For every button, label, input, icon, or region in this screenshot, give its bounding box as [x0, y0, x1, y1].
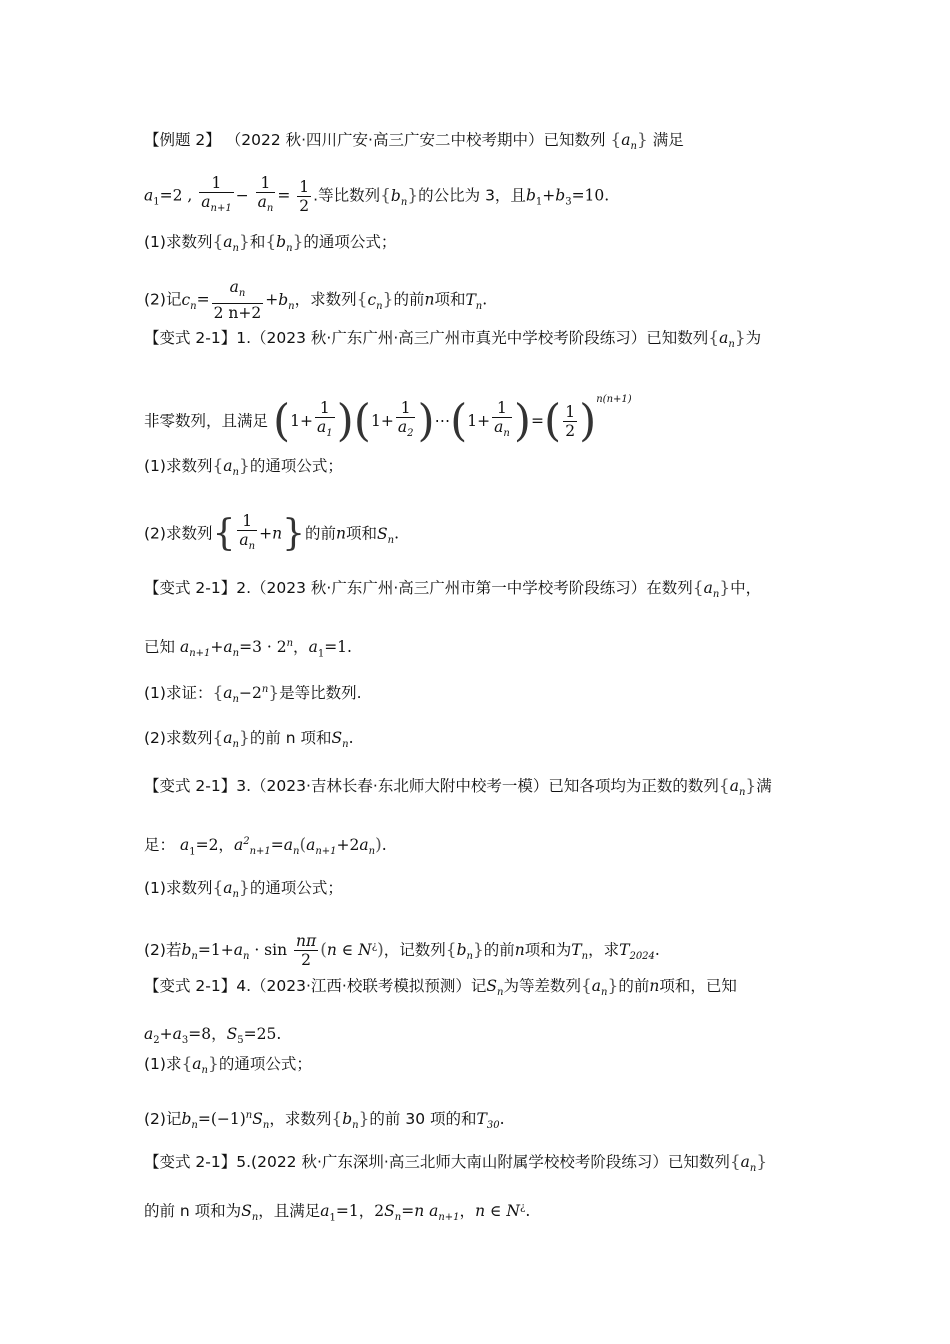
variant-4-label: 【变式 2-1】4. [144, 977, 252, 995]
variant-3-condition: 足： $a_1=2$，$a^2_{n+1}=a_n(a_{n+1}+2a_n)$. [144, 835, 387, 858]
variant-1-label: 【变式 2-1】1. [144, 329, 252, 347]
variant-5-title-line: 【变式 2-1】5.(2022 秋·广东深圳·高三北师大南山附属学校校考阶段练习）已知数列$\{a_n\}$ [144, 1152, 768, 1175]
example-condition: $a_1=2$ , $\frac{1}{a_{n+1}}$ − $\frac{1}{a_n}$ = $\frac{1}{2}$ .等比数列$\{b_n\}$的公比为 3，且$b_1+b_3=10$. [144, 174, 610, 215]
example-source: （2022 秋·四川广安·高三广安二中校考期中）已知数列 [225, 131, 606, 149]
variant-4-question-1: (1)求$\{a_n\}$的通项公式； [144, 1054, 312, 1077]
example-question-1: (1)求数列$\{a_n\}$和$\{b_n\}$的通项公式； [144, 232, 397, 255]
variant-3-question-2: (2)若$b_n=1+a_n \cdot \sin$ $\frac{n\pi}{2}$ (n ∈ N¿)，记数列$\{b_n\}$的前n项和为$T_n$，求$T_{2024}$. [144, 932, 660, 969]
example-question-2: (2)记$c_n=$ $\frac{a_n}{2 n+2}$ $+b_n$，求数列$\{c_n\}$的前n项和$T_n$. [144, 278, 488, 323]
variant-4-question-2: (2)记$b_n=(-1)^nS_n$，求数列$\{b_n\}$的前 30 项的和$T_{30}$. [144, 1109, 505, 1132]
example-label: 【例题 2】 [144, 131, 221, 149]
variant-2-question-2: (2)求数列$\{a_n\}$的前 n 项和$S_n$. [144, 728, 354, 751]
variant-3-title-line: 【变式 2-1】3.（2023·吉林长春·东北师大附中校考一模）已知各项均为正数的数列$\{a_n\}$满 [144, 776, 772, 799]
variant-1-condition: 非零数列，且满足 (1+ $\frac{1}{a_1}$ )(1+ $\frac{1}{a_2}$ )⋯(1+ $\frac{1}{a_n}$ )=( $\frac{1}{2}$ )$^{n(n+1)}$ [144, 394, 632, 447]
variant-2-question-1: (1)求证：$\{a_n-2^n\}$是等比数列. [144, 683, 362, 706]
variant-5-condition: 的前 n 项和为$S_n$，且满足$a_1=1$，$2S_n=n$ $a_{n+1}$，n ∈ N¿. [144, 1202, 531, 1224]
variant-5-label: 【变式 2-1】5. [144, 1153, 252, 1171]
variant-2-label: 【变式 2-1】2. [144, 579, 252, 597]
variant-3-question-1: (1)求数列$\{a_n\}$的通项公式； [144, 878, 343, 901]
variant-2-title-line: 【变式 2-1】2.（2023 秋·广东广州·高三广州市第一中学校考阶段练习）在数列$\{a_n\}$中， [144, 578, 762, 601]
example-source-tail: 满足 [652, 131, 684, 149]
variant-1-title-line: 【变式 2-1】1.（2023 秋·广东广州·高三广州市真光中学校考阶段练习）已知数列$\{a_n\}$为 [144, 328, 762, 351]
variant-4-condition: $a_2+a_3=8$，$S_5=25$. [144, 1025, 282, 1047]
variant-1-question-2: (2)求数列{ $\frac{1}{a_n}$ +n}的前n项和$S_n$. [144, 512, 399, 555]
variant-2-condition: 已知 $a_{n+1}+a_n=3 \cdot 2^n$，$a_1=1$. [144, 638, 352, 660]
example-title-line: 【例题 2】 （2022 秋·四川广安·高三广安二中校考期中）已知数列 $\{a_n\}$ 满足 [144, 130, 684, 153]
variant-3-label: 【变式 2-1】3. [144, 777, 252, 795]
variant-1-question-1: (1)求数列$\{a_n\}$的通项公式； [144, 456, 343, 479]
variant-4-title-line: 【变式 2-1】4.（2023·江西·校联考模拟预测）记$S_n$为等差数列$\{a_n\}$的前n项和，已知 [144, 976, 737, 999]
